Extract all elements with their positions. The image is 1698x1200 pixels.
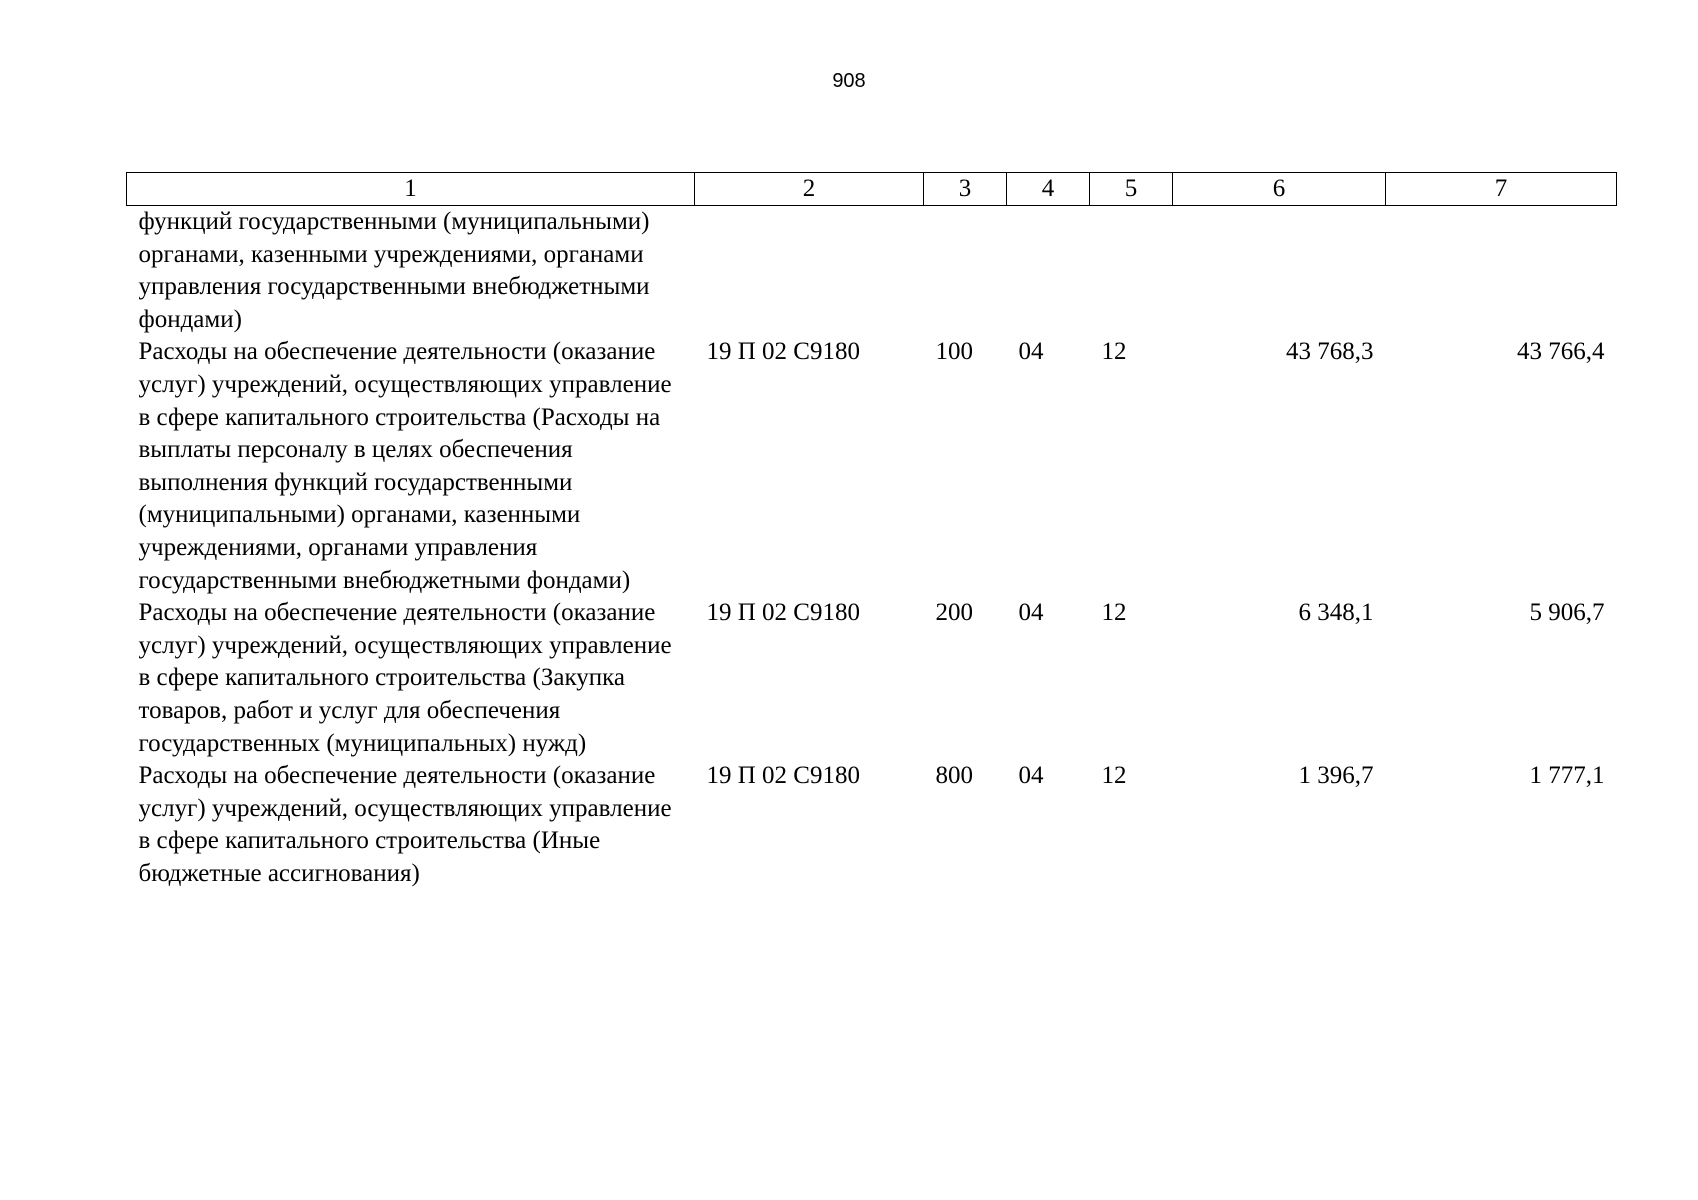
row-col7: 5 906,7 xyxy=(1529,599,1605,627)
row-col5: 12 xyxy=(1101,338,1127,366)
row-col4: 04 xyxy=(1018,338,1044,366)
header-cell-2: 2 xyxy=(695,173,924,206)
row-code xyxy=(695,206,924,337)
header-cell-3: 3 xyxy=(924,173,1007,206)
row-code: 19 П 02 С9180 xyxy=(706,338,860,366)
row-col4: 04 xyxy=(1018,599,1044,627)
budget-table xyxy=(126,172,1617,890)
row-description: Расходы на обеспечение деятельности (оказание услуг) учреждений, осуществляющих управление в сфере капитального строительства (Расходы на выплаты персоналу в целях обеспечения выполнения функций государственными (муниципальными) органами, казенными учреждениями, органами управления государственными внебюджетными фондами) xyxy=(138,338,672,594)
row-col3: 200 xyxy=(935,599,973,627)
row-description: функций государственными (муниципальными) органами, казенными учреждениями, органами управления государственными внебюджетными фондами) xyxy=(138,208,650,333)
row-description: Расходы на обеспечение деятельности (оказание услуг) учреждений, осуществляющих управление в сфере капитального строительства (Иные бюджетные ассигнования) xyxy=(138,762,672,887)
row-col3 xyxy=(924,206,1007,337)
page-number: 908 xyxy=(832,70,866,92)
row-col7: 43 766,4 xyxy=(1517,338,1605,366)
row-col5: 12 xyxy=(1101,599,1127,627)
row-col6: 43 768,3 xyxy=(1286,338,1374,366)
table-row xyxy=(127,597,1617,760)
table-row xyxy=(127,206,1617,337)
header-cell-7: 7 xyxy=(1386,173,1617,206)
row-col7: 1 777,1 xyxy=(1529,762,1605,790)
header-cell-5: 5 xyxy=(1090,173,1173,206)
row-col6: 6 348,1 xyxy=(1298,599,1374,627)
row-col5 xyxy=(1090,206,1173,337)
row-description: Расходы на обеспечение деятельности (оказание услуг) учреждений, осуществляющих управление в сфере капитального строительства (Закупка товаров, работ и услуг для обеспечения государственных (муниципальных) нужд) xyxy=(138,599,672,757)
header-cell-4: 4 xyxy=(1007,173,1090,206)
row-code: 19 П 02 С9180 xyxy=(706,762,860,790)
row-col4 xyxy=(1007,206,1090,337)
row-col3: 800 xyxy=(935,762,973,790)
row-col6: 1 396,7 xyxy=(1298,762,1374,790)
header-cell-1: 1 xyxy=(127,173,695,206)
table-row xyxy=(127,336,1617,597)
table-header-row xyxy=(127,173,1617,206)
row-col7 xyxy=(1386,206,1617,337)
row-code: 19 П 02 С9180 xyxy=(706,599,860,627)
row-col6 xyxy=(1173,206,1386,337)
row-col3: 100 xyxy=(935,338,973,366)
row-col4: 04 xyxy=(1018,762,1044,790)
row-col5: 12 xyxy=(1101,762,1127,790)
header-cell-6: 6 xyxy=(1173,173,1386,206)
table-row xyxy=(127,760,1617,890)
